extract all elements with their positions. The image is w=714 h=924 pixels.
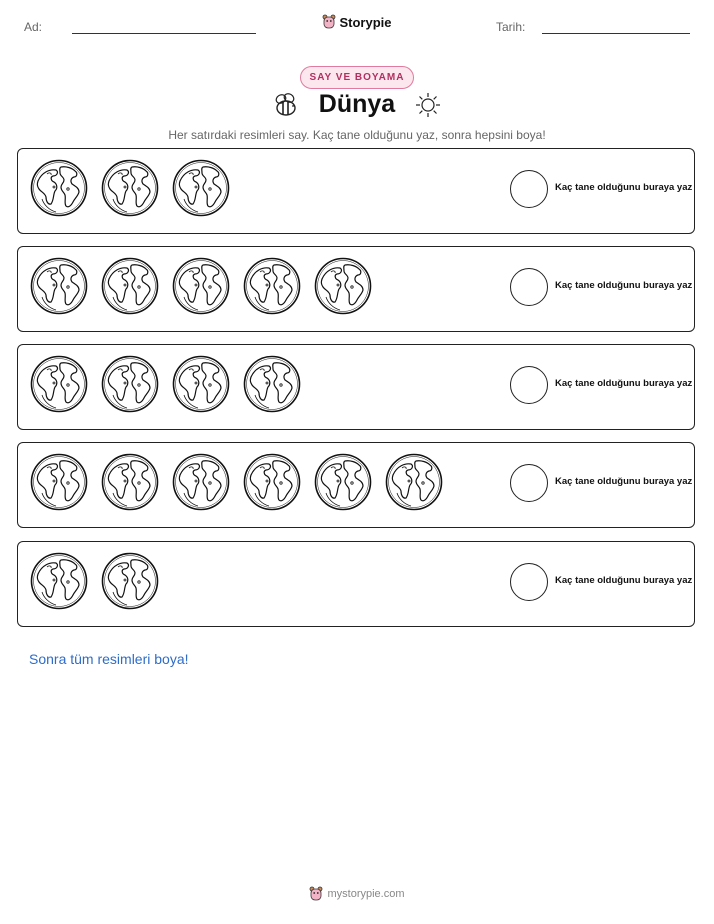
earth-globe-icon [172, 159, 230, 217]
earth-globe-icon [101, 159, 159, 217]
earth-globe-icon [101, 552, 159, 610]
page-title: Dünya [318, 90, 396, 118]
earth-globe-icon [30, 257, 88, 315]
globe-group [30, 257, 372, 315]
counting-row [17, 442, 695, 528]
globe-group [30, 552, 159, 610]
answer-label: Kaç tane olduğunu buraya yaz [555, 476, 693, 487]
site-footer [0, 886, 714, 905]
globe-group [30, 453, 443, 511]
counting-row [17, 541, 695, 627]
earth-globe-icon [30, 355, 88, 413]
earth-globe-icon [172, 453, 230, 511]
brand-logo [0, 14, 714, 33]
earth-globe-icon [30, 552, 88, 610]
earth-globe-icon [101, 453, 159, 511]
earth-globe-icon [314, 453, 372, 511]
answer-circle[interactable] [510, 366, 548, 404]
earth-globe-icon [243, 355, 301, 413]
earth-globe-icon [172, 257, 230, 315]
activity-badge: SAY VE BOYAMA [300, 66, 415, 89]
answer-circle[interactable] [510, 268, 548, 306]
earth-globe-icon [172, 355, 230, 413]
answer-circle[interactable] [510, 170, 548, 208]
brand-name: Storypie [339, 14, 392, 30]
sun-icon [415, 92, 441, 118]
earth-globe-icon [101, 257, 159, 315]
answer-circle[interactable] [510, 563, 548, 601]
date-label: Tarih: [496, 20, 526, 34]
earth-globe-icon [101, 355, 159, 413]
counting-row [17, 246, 695, 332]
earth-globe-icon [385, 453, 443, 511]
date-line[interactable] [542, 33, 690, 34]
answer-circle[interactable] [510, 464, 548, 502]
bear-icon [322, 14, 336, 30]
earth-globe-icon [30, 159, 88, 217]
answer-label: Kaç tane olduğunu buraya yaz [555, 280, 693, 291]
instructions: Her satırdaki resimleri say. Kaç tane olduğunu yaz, sonra hepsini boya! [168, 128, 546, 142]
counting-row [17, 148, 695, 234]
globe-group [30, 355, 301, 413]
globe-group [30, 159, 230, 217]
name-line[interactable] [72, 33, 256, 34]
site-url: mystorypie.com [327, 888, 405, 900]
name-label: Ad: [24, 20, 43, 34]
earth-globe-icon [243, 453, 301, 511]
coloring-instruction: Sonra tüm resimleri boya! [29, 651, 189, 667]
earth-globe-icon [243, 257, 301, 315]
bee-icon [273, 92, 299, 118]
answer-label: Kaç tane olduğunu buraya yaz [555, 575, 693, 586]
answer-label: Kaç tane olduğunu buraya yaz [555, 182, 693, 193]
counting-row [17, 344, 695, 430]
bear-icon [309, 886, 323, 902]
answer-label: Kaç tane olduğunu buraya yaz [555, 378, 693, 389]
earth-globe-icon [30, 453, 88, 511]
earth-globe-icon [314, 257, 372, 315]
